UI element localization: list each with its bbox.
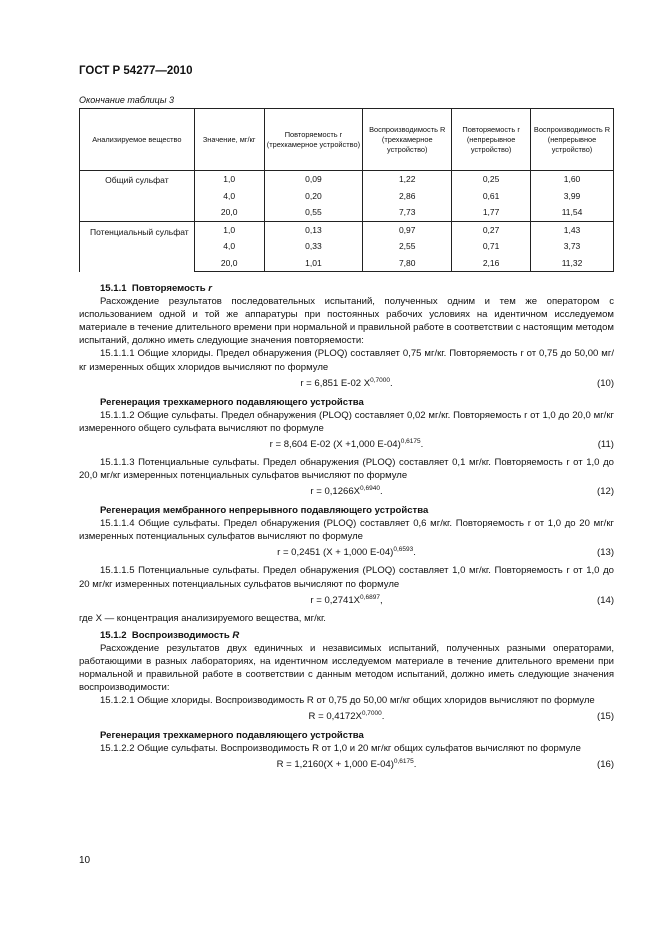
paragraph: 15.1.1.2 Общие сульфаты. Предел обнаружения (PLOQ) составляет 0,02 мг/кг. Повторяемость r от 1,0 до 20,0 мг/кг измеренного общего сульфата вычисляют по формуле [79,409,614,434]
paragraph: 15.1.2.1 Общие хлориды. Воспроизводимость R от 0,75 до 50,00 мг/кг общих хлоридов вычисляют по формуле [100,695,595,707]
formula-13: r = 0,2451 (X + 1,000 E-04)$^{0,6593}$. (13) [277,546,614,559]
table-cell: 7,73 [363,204,452,221]
table-cell: 1,43 [531,221,614,238]
table-cell: 1,60 [531,171,614,188]
paragraph: Расхождение результатов последовательных испытаний, полученных одним и тем же оператором с использованием одной и той же аппаратуры при постоянных рабочих условиях на идентичном исследуемом материале в течение длительного времени при нормальной и правильной работе в соответствии с настоящим методом испытаний, должно иметь следующие значения повторяемости: [79,296,614,347]
table-cell: 11,32 [531,255,614,272]
table-cell: 1,0 [194,171,264,188]
table-cell: 0,25 [452,171,531,188]
table-cell: 0,61 [452,188,531,205]
table-cell: 11,54 [531,204,614,221]
table-cell: 2,55 [363,238,452,255]
table-cell: 20,0 [194,255,264,272]
table-caption: Окончание таблицы 3 [79,95,174,105]
formula-15: $R = 0,4172X^{0,7000}$. (15) [308,710,614,723]
table-cell: 1,0 [194,221,264,238]
analyte-cell: Общий сульфат [80,171,195,222]
table-cell: 1,22 [363,171,452,188]
table-cell: 7,80 [363,255,452,272]
table-cell: 0,55 [264,204,363,221]
table-cell: 0,13 [264,221,363,238]
formula-16: R = 1,2160(X + 1,000 E-04)$^{0,6175}$. (16) [276,758,614,771]
table-cell: 1,01 [264,255,363,272]
paragraph: 15.1.1.4 Общие сульфаты. Предел обнаружения (PLOQ) составляет 0,6 мг/кг. Повторяемость r от 1,0 до 20 мг/кг измеренных потенциальных сульфатов вычисляют по формуле [79,518,614,543]
subsection-heading: Регенерация трехкамерного подавляющего устройства [100,730,364,742]
col-header: Повторяемость r (трехкамерное устройство) [264,109,363,171]
subsection-heading: Регенерация мембранного непрерывного подавляющего устройства [100,505,429,517]
table-cell: 0,71 [452,238,531,255]
page-number: 10 [79,855,91,866]
table-cell: 3,73 [531,238,614,255]
table-cell: 2,86 [363,188,452,205]
formula-10: r = 6,851 E-02 $X^{0,7000}$. (10) [300,376,614,389]
table-cell: 0,97 [363,221,452,238]
paragraph: 15.1.2.2 Общие сульфаты. Воспроизводимость R от 1,0 и 20 мг/кг общих сульфатов вычисляют по формуле [100,743,581,755]
table-cell: 0,33 [264,238,363,255]
col-header: Повторяемость r (непрерывное устройство) [452,109,531,171]
table-cell: 3,99 [531,188,614,205]
paragraph: 15.1.1.1 Общие хлориды. Предел обнаружения (PLOQ) составляет 0,75 мг/кг. Повторяемость r от 0,75 до 50,00 мг/кг измеренных общих хлоридов вычисляют по формуле [79,348,614,373]
table-cell: 20,0 [194,204,264,221]
table-header-row [80,109,614,171]
col-header: Воспроизводимость R (непрерывное устройство) [531,109,614,171]
section-heading: 15.1.2 Воспроизводимость R [100,629,240,641]
col-header: Анализируемое вещество [80,109,195,171]
table-row [80,171,614,188]
col-header: Значение, мг/кг [194,109,264,171]
formula-11: r = 8,604 E-02 (X +1,000 E-04)$^{0,6175}$. (11) [269,437,614,450]
subsection-heading: Регенерация трехкамерного подавляющего устройства [100,396,364,408]
table-cell: 2,16 [452,255,531,272]
paragraph: 15.1.1.5 Потенциальные сульфаты. Предел обнаружения (PLOQ) составляет 1,0 мг/кг. Повторяемость r от 1,0 до 20 мг/кг измеренных потенциальных сульфатов вычисляют по формуле [79,565,614,590]
col-header: Воспроизводимость R (трехкамерное устройство) [363,109,452,171]
table-cell: 0,27 [452,221,531,238]
standard-header: ГОСТ Р 54277—2010 [79,65,193,77]
body-text [79,282,614,776]
paragraph: 15.1.1.3 Потенциальные сульфаты. Предел обнаружения (PLOQ) составляет 0,1 мг/кг. Повторяемость r от 1,0 до 20,0 мг/кг измеренных потенциальных сульфатов вычисляют по формуле [79,456,614,482]
data-table [79,108,614,272]
section-heading: 15.1.1 Повторяемость r [100,283,213,294]
table-cell: 0,20 [264,188,363,205]
table-row [80,221,614,238]
table-cell: 0,09 [264,171,363,188]
formula-12: $r = 0,1266X^{0,6940}$. (12) [310,485,614,498]
table-cell: 4,0 [194,188,264,205]
table-cell: 4,0 [194,238,264,255]
where-clause: где X — концентрация анализируемого вещества, мг/кг. [79,612,326,624]
table-cell: 1,77 [452,204,531,221]
formula-14: $r = 0,2741X^{0,6897}$, (14) [310,593,614,606]
analyte-cell: Потенциальный сульфат [80,221,195,272]
paragraph: Расхождение результатов двух единичных и независимых испытаний, полученных разными операторами, работающими в разных лабораториях, на идентичном исследуемом материале в течение длительного времени при нормальной и правильной работе в соответствии с данным методом испытаний, должно иметь следующие значения воспроизводимости: [79,642,614,694]
